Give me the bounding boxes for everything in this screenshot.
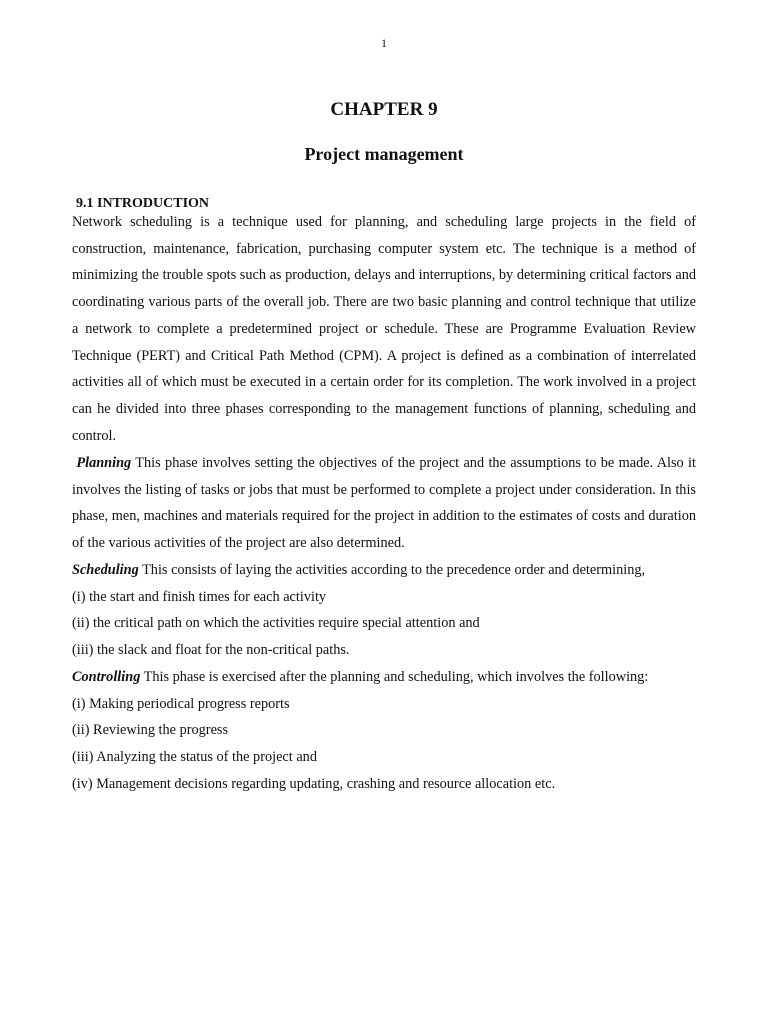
scheduling-paragraph [72,557,696,584]
controlling-term: Controlling [72,669,141,685]
list-item: (i) the start and finish times for each activity [72,588,327,605]
list-item: (iii) Analyzing the status of the project and [72,749,317,766]
page-number: 1 [381,36,387,50]
scheduling-term: Scheduling [72,562,139,578]
section-heading: 9.1 INTRODUCTION [76,196,210,211]
list-item: (ii) the critical path on which the activities require special attention and [72,615,480,632]
list-item: (ii) Reviewing the progress [72,722,229,739]
planning-text: This phase involves setting the objectives of the project and the assumptions to be made. Also it involves the listing of tasks or jobs that must be performed to complete a project under consideration. In this phase, men, machines and materials required for the project in addition to the estimates of costs and duration of the various activities of the project are also determined. [72,455,696,552]
controlling-text: This phase is exercised after the planning and scheduling, which involves the following: [143,669,649,685]
controlling-section [72,664,696,798]
scheduling-section [72,557,696,664]
scheduling-text: This consists of laying the activities according to the precedence order and determining, [142,562,646,578]
chapter-label: CHAPTER 9 [330,99,438,120]
list-item: (i) Making periodical progress reports [72,695,290,712]
planning-paragraph [72,450,696,557]
controlling-paragraph [72,664,696,691]
intro-paragraph: Network scheduling is a technique used for planning, and scheduling large projects in the field of construction, maintenance, fabrication, purchasing computer system etc. The technique is a method of minimizing the trouble spots such as production, delays and interruptions, by determining critical factors and coordinating various parts of the overall job. There are two basic planning and control technique that utilize a network to complete a predetermined project or schedule. These are Programme Evaluation Review Technique (PERT) and Critical Path Method (CPM). A project is defined as a combination of interrelated activities all of which must be executed in a certain order for its completion. The work involved in a project can he divided into three phases corresponding to the management functions of planning, scheduling and control. [72,214,696,444]
list-item: (iii) the slack and float for the non-critical paths. [72,642,350,659]
chapter-title: Project management [304,144,464,164]
list-item: (iv) Management decisions regarding updating, crashing and resource allocation etc. [72,775,556,792]
planning-term: Planning [76,455,132,471]
